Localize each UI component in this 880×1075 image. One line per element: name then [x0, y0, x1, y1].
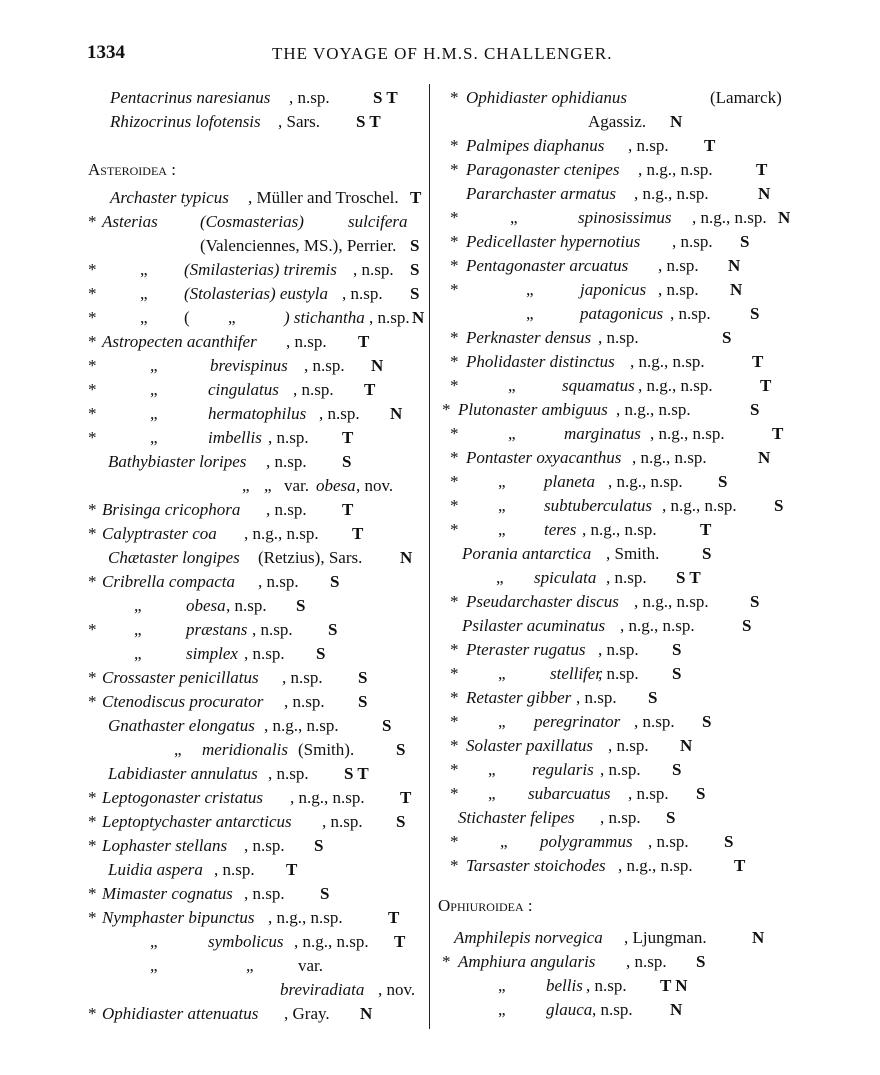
list-item: * Solaster paxillatus , n.sp. N [450, 736, 693, 755]
list-item: Labidiaster annulatus , n.sp. S T [108, 764, 369, 783]
list-item: Pentacrinus naresianus , n.sp. S T [110, 88, 398, 107]
list-item: Stichaster felipes , n.sp. S [458, 808, 676, 827]
list-item: * Amphiura angularis , n.sp. S [442, 952, 706, 971]
list-item: * Nymphaster bipunctus , n.g., n.sp. T [88, 908, 400, 927]
list-item: * Mimaster cognatus , n.sp. S [88, 884, 330, 903]
list-item: * „ subtuberculatus , n.g., n.sp. S [450, 496, 784, 515]
list-item: * Pseudarchaster discus , n.g., n.sp. S [450, 592, 760, 611]
list-item: Porania antarctica , Smith. S [462, 544, 712, 563]
list-item: * Ophidiaster attenuatus , Gray. N [88, 1004, 373, 1023]
list-item: * „ squamatus , n.g., n.sp. T [450, 376, 772, 395]
list-item: * Calyptraster coa , n.g., n.sp. T [88, 524, 364, 543]
list-item: * „ regularis , n.sp. S [450, 760, 682, 779]
list-item: „ meridionalis (Smith). S [174, 740, 406, 759]
list-item: breviradiata , nov. [280, 980, 416, 999]
list-item: * „ (Stolasterias) eustyla , n.sp. S [88, 284, 420, 303]
section-heading-asteroidea: Asteroidea : [88, 160, 176, 179]
column-divider [429, 84, 430, 1029]
list-item: * Cribrella compacta , n.sp. S [88, 572, 340, 591]
list-item: * „ ( „ ) stichantha , n.sp. N [88, 308, 425, 327]
list-item: * „ stellifer , n.sp. S [450, 664, 682, 683]
list-item: Bathybiaster loripes , n.sp. S [108, 452, 352, 471]
list-item: * Tarsaster stoichodes , n.g., n.sp. T [450, 856, 746, 875]
list-item: Agassiz. N [588, 112, 683, 131]
list-item: * „ japonicus , n.sp. N [450, 280, 743, 299]
list-item: * Astropecten acanthifer , n.sp. T [88, 332, 370, 351]
list-item: „ glauca , n.sp. N [498, 1000, 683, 1019]
page-number: 1334 [87, 42, 125, 63]
list-item: „ symbolicus , n.g., n.sp. T [150, 932, 406, 951]
list-item: * „ (Smilasterias) triremis , n.sp. S [88, 260, 420, 279]
list-item: * Pholidaster distinctus , n.g., n.sp. T [450, 352, 764, 371]
list-item: Archaster typicus , Müller and Troschel. T [110, 188, 422, 207]
list-item: (Valenciennes, MS.), Perrier. S [200, 236, 420, 255]
list-item: „ „ var. obesa , nov. [242, 476, 394, 495]
list-item: * Crossaster penicillatus , n.sp. S [88, 668, 368, 687]
list-item: Rhizocrinus lofotensis , Sars. S T [110, 112, 381, 131]
list-item: * „ polygrammus , n.sp. S [450, 832, 734, 851]
list-item: * „ spinosissimus , n.g., n.sp. N [450, 208, 791, 227]
list-item: * Ophidiaster ophidianus (Lamarck) [450, 88, 782, 107]
list-item: * „ præstans , n.sp. S [88, 620, 338, 639]
list-item: * Brisinga cricophora , n.sp. T [88, 500, 354, 519]
left-column [88, 86, 428, 1026]
list-item: „ spiculata , n.sp. S T [496, 568, 701, 587]
list-item: * Asterias (Cosmasterias) sulcifera [88, 212, 408, 231]
list-item: * Paragonaster ctenipes , n.g., n.sp. T [450, 160, 768, 179]
list-item: * „ peregrinator , n.sp. S [450, 712, 712, 731]
list-item: * Palmipes diaphanus , n.sp. T [450, 136, 716, 155]
list-item: * Retaster gibber , n.sp. S [450, 688, 658, 707]
list-item: * „ teres , n.g., n.sp. T [450, 520, 712, 539]
list-item: * „ marginatus , n.g., n.sp. T [450, 424, 784, 443]
list-item: Gnathaster elongatus , n.g., n.sp. S [108, 716, 392, 735]
running-head: THE VOYAGE OF H.M.S. CHALLENGER. [272, 44, 613, 63]
list-item: * Leptoptychaster antarcticus , n.sp. S [88, 812, 406, 831]
list-item: „ simplex , n.sp. S [134, 644, 326, 663]
list-item: * Plutonaster ambiguus , n.g., n.sp. S [442, 400, 760, 419]
list-item: Pararchaster armatus , n.g., n.sp. N [466, 184, 771, 203]
section-heading-ophiuroidea: Ophiuroidea : [438, 896, 533, 915]
list-item: * „ cingulatus , n.sp. T [88, 380, 376, 399]
list-item: Amphilepis norvegica , Ljungman. N [454, 928, 765, 947]
list-item: „ patagonicus , n.sp. S [526, 304, 760, 323]
list-item: * Pentagonaster arcuatus , n.sp. N [450, 256, 741, 275]
list-item: „ bellis , n.sp. T N [498, 976, 688, 995]
list-item: * Perknaster densus , n.sp. S [450, 328, 732, 347]
list-item: * „ imbellis , n.sp. T [88, 428, 354, 447]
list-item: * „ hermatophilus , n.sp. N [88, 404, 403, 423]
list-item: * Ctenodiscus procurator , n.sp. S [88, 692, 368, 711]
list-item: * „ brevispinus , n.sp. N [88, 356, 384, 375]
list-item: * Leptogonaster cristatus , n.g., n.sp. T [88, 788, 412, 807]
list-item: Psilaster acuminatus , n.g., n.sp. S [462, 616, 752, 635]
list-item: Chætaster longipes (Retzius), Sars. N [108, 548, 413, 567]
list-item: Luidia aspera , n.sp. T [108, 860, 298, 879]
list-item: * Pteraster rugatus , n.sp. S [450, 640, 682, 659]
list-item: * Lophaster stellans , n.sp. S [88, 836, 324, 855]
list-item: * Pedicellaster hypernotius , n.sp. S [450, 232, 750, 251]
list-item: „ obesa , n.sp. S [134, 596, 306, 615]
right-column [438, 86, 798, 1022]
list-item: * „ subarcuatus , n.sp. S [450, 784, 706, 803]
list-item: * Pontaster oxyacanthus , n.g., n.sp. N [450, 448, 771, 467]
list-item: „ „ var. [150, 956, 324, 975]
list-item: * „ planeta , n.g., n.sp. S [450, 472, 728, 491]
